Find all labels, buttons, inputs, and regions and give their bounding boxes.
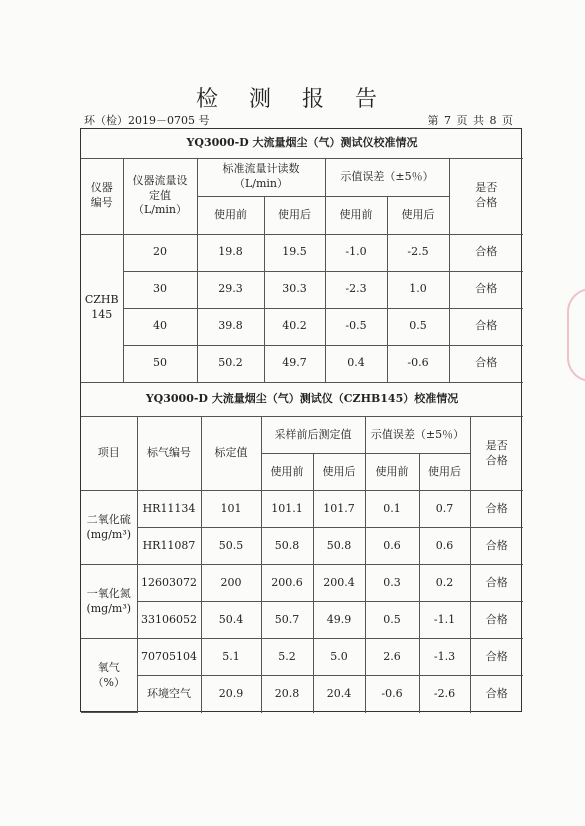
page-info: 第 7 页 共 8 页: [427, 114, 513, 127]
measured-after: 49.9: [313, 602, 365, 639]
std-before: 19.8: [197, 234, 264, 271]
err-after: -1.3: [419, 639, 470, 676]
measured-header: 采样前后测定值: [261, 417, 365, 454]
seal-stamp: [567, 288, 585, 382]
item-header: 项目: [81, 417, 137, 491]
err-after-header: 使用后: [419, 454, 470, 491]
instrument-id: CZHB 145: [81, 234, 123, 382]
std-after: 49.7: [264, 345, 325, 382]
measured-after: 101.7: [313, 491, 365, 528]
qualified: 合格: [449, 308, 523, 345]
qualified: 合格: [449, 345, 523, 382]
nominal: 101: [201, 491, 261, 528]
table2-caption: YQ3000-D 大流量烟尘（气）测试仪（CZHB145）校准情况: [81, 383, 523, 417]
item-name: 二氧化硫 (mg/m³): [81, 491, 137, 565]
qualified: 合格: [470, 528, 523, 565]
measured-before-header: 使用前: [261, 454, 313, 491]
gas-no: 33106052: [137, 602, 201, 639]
err-before: -1.0: [325, 234, 387, 271]
table-row: [81, 491, 523, 528]
table-row: [81, 602, 523, 639]
measured-before: 200.6: [261, 565, 313, 602]
gas-no: 环境空气: [137, 676, 201, 713]
measured-after: 5.0: [313, 639, 365, 676]
flow-calibration-table: [81, 129, 523, 383]
std-before: 50.2: [197, 345, 264, 382]
report-title: 检 测 报 告: [196, 87, 389, 112]
err-before: 0.3: [365, 565, 419, 602]
gas-no: HR11087: [137, 528, 201, 565]
err-before-header: 使用前: [325, 196, 387, 234]
qualified: 合格: [470, 491, 523, 528]
item-name: 一氧化氮 (mg/m³): [81, 565, 137, 639]
err-before: -0.6: [365, 676, 419, 713]
err-after: -0.6: [387, 345, 449, 382]
table1-caption: YQ3000-D 大流量烟尘（气）测试仪校准情况: [81, 129, 523, 158]
qualified-header: 是否 合格: [449, 158, 523, 234]
measured-before: 50.8: [261, 528, 313, 565]
qualified: 合格: [470, 602, 523, 639]
set-value: 50: [123, 345, 197, 382]
measured-after: 20.4: [313, 676, 365, 713]
err-after: 0.2: [419, 565, 470, 602]
err-before: 0.1: [365, 491, 419, 528]
err-after: -2.5: [387, 234, 449, 271]
qualified: 合格: [449, 271, 523, 308]
err-before: 2.6: [365, 639, 419, 676]
table-row: [81, 676, 523, 713]
table-row: [81, 639, 523, 676]
indication-error-header: 示值误差（±5％）: [325, 158, 449, 196]
table-row: [81, 345, 523, 382]
std-before-header: 使用前: [197, 196, 264, 234]
nominal: 5.1: [201, 639, 261, 676]
item-name: 氧气 （%）: [81, 639, 137, 713]
err-after: 0.5: [387, 308, 449, 345]
std-after: 40.2: [264, 308, 325, 345]
qualified: 合格: [470, 676, 523, 713]
nominal: 200: [201, 565, 261, 602]
measured-before: 20.8: [261, 676, 313, 713]
err-before: 0.5: [365, 602, 419, 639]
std-after-header: 使用后: [264, 196, 325, 234]
gas-calibration-table: [81, 383, 523, 714]
err-before: 0.4: [325, 345, 387, 382]
measured-after: 200.4: [313, 565, 365, 602]
instrument-no-header: 仪器 编号: [81, 158, 123, 234]
qualified: 合格: [449, 234, 523, 271]
report-frame: [80, 128, 522, 712]
set-value: 30: [123, 271, 197, 308]
gas-no: 70705104: [137, 639, 201, 676]
measured-before: 50.7: [261, 602, 313, 639]
set-value: 20: [123, 234, 197, 271]
err-after-header: 使用后: [387, 196, 449, 234]
nominal: 50.5: [201, 528, 261, 565]
err-after: 1.0: [387, 271, 449, 308]
err-before-header: 使用前: [365, 454, 419, 491]
table-row: [81, 565, 523, 602]
nominal-header: 标定值: [201, 417, 261, 491]
std-before: 29.3: [197, 271, 264, 308]
err-after: -1.1: [419, 602, 470, 639]
measured-before: 101.1: [261, 491, 313, 528]
gas-no: HR11134: [137, 491, 201, 528]
std-before: 39.8: [197, 308, 264, 345]
table-row: [81, 271, 523, 308]
measured-after-header: 使用后: [313, 454, 365, 491]
err-before: -0.5: [325, 308, 387, 345]
report-number: 环（检）2019－0705 号: [84, 114, 210, 127]
standard-reading-header: 标准流量计读数 （L/min）: [197, 158, 325, 196]
measured-after: 50.8: [313, 528, 365, 565]
err-before: 0.6: [365, 528, 419, 565]
err-after: 0.6: [419, 528, 470, 565]
std-after: 30.3: [264, 271, 325, 308]
set-value-header: 仪器流量设 定值 （L/min）: [123, 158, 197, 234]
qualified: 合格: [470, 639, 523, 676]
gas-no-header: 标气编号: [137, 417, 201, 491]
measured-before: 5.2: [261, 639, 313, 676]
nominal: 50.4: [201, 602, 261, 639]
err-after: 0.7: [419, 491, 470, 528]
table-row: [81, 528, 523, 565]
qualified-header: 是否 合格: [470, 417, 523, 491]
set-value: 40: [123, 308, 197, 345]
err-after: -2.6: [419, 676, 470, 713]
table-row: [81, 308, 523, 345]
table-row: [81, 234, 523, 271]
err-before: -2.3: [325, 271, 387, 308]
qualified: 合格: [470, 565, 523, 602]
nominal: 20.9: [201, 676, 261, 713]
gas-no: 12603072: [137, 565, 201, 602]
std-after: 19.5: [264, 234, 325, 271]
indication-error-header: 示值误差（±5％）: [365, 417, 470, 454]
